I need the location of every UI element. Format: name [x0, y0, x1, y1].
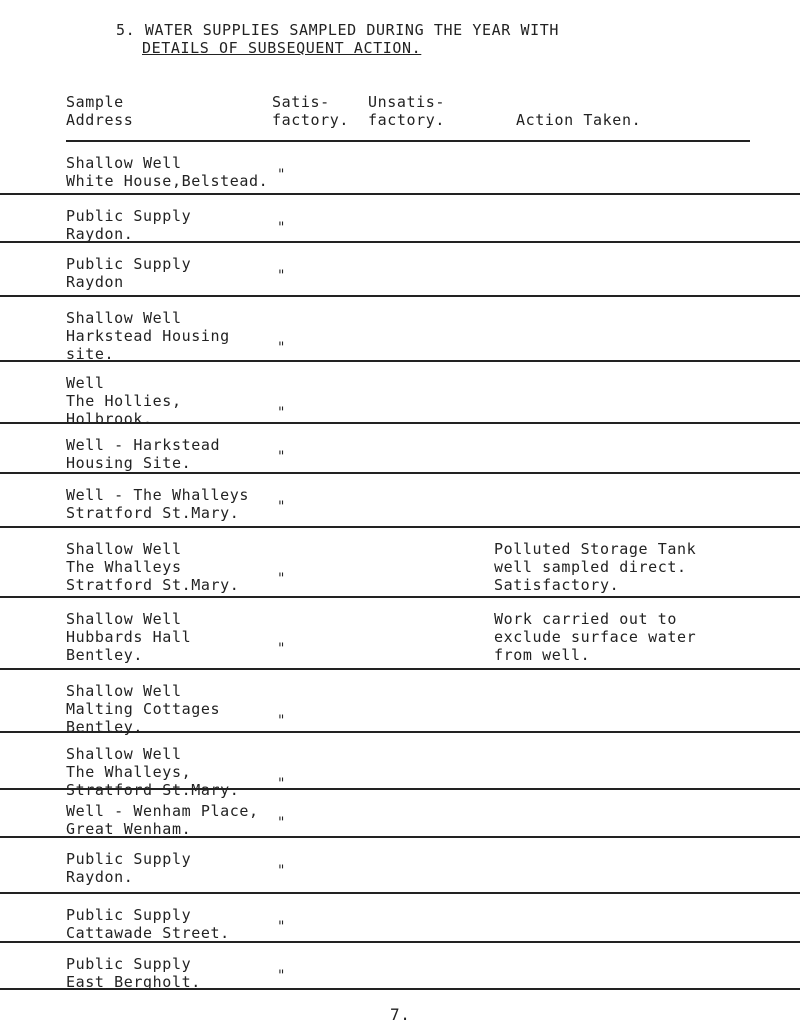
address-line: Shallow Well — [66, 682, 182, 700]
table-row — [0, 362, 800, 428]
address-line: Public Supply — [66, 906, 192, 924]
sample-address — [66, 802, 259, 838]
address-line: The Whalleys — [66, 558, 182, 576]
page-number: 7. — [390, 1005, 411, 1024]
header-action — [516, 111, 641, 129]
address-line: Stratford St.Mary. — [66, 576, 240, 594]
page-title — [112, 21, 559, 57]
sample-address — [66, 309, 230, 363]
sample-address — [66, 486, 249, 522]
table-row — [0, 790, 800, 838]
action-line: well sampled direct. — [494, 558, 687, 576]
satisfactory-mark: " — [278, 220, 286, 236]
address-line: Bentley. — [66, 718, 144, 736]
satisfactory-mark: " — [278, 863, 286, 879]
address-line: Shallow Well — [66, 309, 182, 327]
satisfactory-mark: " — [278, 571, 286, 587]
action-line: from well. — [494, 646, 591, 664]
sample-address — [66, 955, 201, 991]
header-address-line-2: Address — [66, 111, 134, 129]
address-line: Public Supply — [66, 207, 192, 225]
table-row — [0, 670, 800, 736]
sample-address — [66, 682, 220, 736]
address-line: Harkstead Housing — [66, 327, 230, 345]
address-line: East Bergholt. — [66, 973, 201, 991]
satisfactory-mark: " — [278, 641, 286, 657]
table-header — [0, 93, 800, 135]
address-line: White House,Belstead. — [66, 172, 269, 190]
address-line: The Whalleys, — [66, 763, 192, 781]
title-line-2: DETAILS OF SUBSEQUENT ACTION. — [142, 39, 422, 57]
address-line: Great Wenham. — [66, 820, 192, 838]
address-line: Raydon. — [66, 225, 134, 243]
address-line: Well - Wenham Place, — [66, 802, 259, 820]
address-line: The Hollies, — [66, 392, 182, 410]
table-row — [0, 733, 800, 799]
table-row — [0, 424, 800, 474]
satisfactory-mark: " — [278, 167, 286, 183]
satisfactory-mark: " — [278, 713, 286, 729]
section-number: 5. — [116, 21, 136, 39]
satisfactory-mark: " — [278, 968, 286, 984]
table-body — [0, 142, 800, 990]
satisfactory-mark: " — [278, 499, 286, 515]
address-line: Holbrook. — [66, 410, 153, 428]
sample-address — [66, 906, 230, 942]
address-line: Public Supply — [66, 255, 192, 273]
address-line: Shallow Well — [66, 154, 182, 172]
header-satisfactory-line-1: Satis- — [272, 93, 330, 111]
header-unsatisfactory — [368, 93, 445, 129]
address-line: Cattawade Street. — [66, 924, 230, 942]
table-row — [0, 598, 800, 670]
address-line: Shallow Well — [66, 540, 182, 558]
action-line: Work carried out to — [494, 610, 677, 628]
header-address-line-1: Sample — [66, 93, 124, 111]
table-row — [0, 297, 800, 362]
table-row — [0, 142, 800, 195]
sample-address — [66, 436, 220, 472]
address-line: site. — [66, 345, 115, 363]
table-row — [0, 474, 800, 528]
address-line: Well - Harkstead — [66, 436, 221, 454]
table-row — [0, 943, 800, 990]
address-line: Well - The Whalleys — [66, 486, 249, 504]
address-line: Public Supply — [66, 955, 192, 973]
title-line-1 — [112, 21, 559, 39]
title-text-1: WATER SUPPLIES SAMPLED DURING THE YEAR WITH — [144, 21, 560, 39]
address-line: Raydon — [66, 273, 124, 291]
satisfactory-mark: " — [278, 268, 286, 284]
header-action-label: Action Taken. — [516, 111, 642, 129]
header-unsatisfactory-line-1: Unsatis- — [368, 93, 446, 111]
header-unsatisfactory-line-2: factory. — [368, 111, 446, 129]
table-row — [0, 243, 800, 297]
satisfactory-mark: " — [278, 340, 286, 356]
sample-address — [66, 374, 182, 428]
address-line: Well — [66, 374, 105, 392]
address-line: Stratford St.Mary. — [66, 781, 240, 799]
satisfactory-mark: " — [278, 776, 286, 792]
satisfactory-mark: " — [278, 919, 286, 935]
table-row — [0, 528, 800, 598]
header-satisfactory — [272, 93, 349, 129]
sample-address — [66, 255, 191, 291]
table-row — [0, 894, 800, 943]
satisfactory-mark: " — [278, 405, 286, 421]
table-row — [0, 838, 800, 894]
satisfactory-mark: " — [278, 815, 286, 831]
action-taken — [494, 540, 696, 594]
address-line: Shallow Well — [66, 745, 182, 763]
sample-address — [66, 850, 191, 886]
address-line: Malting Cottages — [66, 700, 221, 718]
satisfactory-mark: " — [278, 449, 286, 465]
action-line: Polluted Storage Tank — [494, 540, 697, 558]
address-line: Bentley. — [66, 646, 144, 664]
sample-address — [66, 207, 191, 243]
action-line: Satisfactory. — [494, 576, 620, 594]
header-satisfactory-line-2: factory. — [272, 111, 350, 129]
header-address — [66, 93, 133, 129]
table-row — [0, 195, 800, 243]
sample-address — [66, 154, 268, 190]
address-line: Housing Site. — [66, 454, 192, 472]
address-line: Public Supply — [66, 850, 192, 868]
action-line: exclude surface water — [494, 628, 697, 646]
address-line: Shallow Well — [66, 610, 182, 628]
sample-address — [66, 610, 191, 664]
action-taken — [494, 610, 696, 664]
sample-address — [66, 540, 239, 594]
address-line: Stratford St.Mary. — [66, 504, 240, 522]
address-line: Hubbards Hall — [66, 628, 192, 646]
address-line: Raydon. — [66, 868, 134, 886]
